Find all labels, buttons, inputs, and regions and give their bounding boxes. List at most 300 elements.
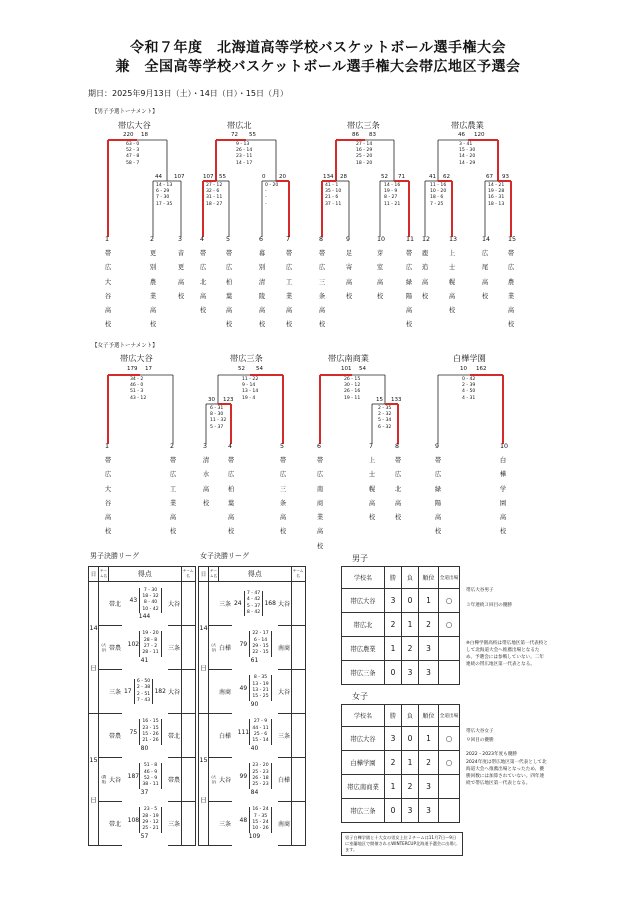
girls-top-score-a: 179 (127, 366, 138, 372)
quarter-score: 16 - 31 (488, 195, 505, 201)
boys-team-5: 帯広柏葉高校 (225, 250, 233, 329)
boys-team-7-no: 7 (286, 236, 291, 243)
league-quarters: 7 - 30 18 - 32 8 - 40 10 - 42 (139, 588, 161, 613)
standings-cell: 1 (385, 775, 402, 799)
girls-team-5: 帯広三条高校 (279, 457, 287, 536)
league-team-left: 帯北 (109, 802, 122, 846)
girls-sub-quarters (210, 406, 226, 431)
boys-team-9: 足寄高校 (345, 250, 353, 300)
boys-note-1: 帯広大谷男子 (466, 588, 494, 593)
league-score-cell (232, 802, 278, 846)
boys-sub-score-a: 52 (381, 174, 388, 180)
standings-cell: 帯広南商業 (342, 775, 385, 799)
league-quarters: 16 - 15 23 - 15 15 - 26 21 - 26 (139, 719, 161, 744)
footer-note: 男子白樺学園と十大女の男女上位２チームは11月7日～9日に室蘭地区で開催されるWINTERCUP北海道予選会に出場します。 (341, 832, 463, 856)
quarter-score: 2 - 39 (462, 383, 476, 389)
boys-team-4-no: 4 (200, 236, 205, 243)
girls-team-9-no: 9 (435, 443, 440, 450)
boys-team-8: 帯広三条高校 (318, 250, 326, 329)
quarter-score: 63 - 0 (126, 142, 140, 147)
league-tag (209, 670, 219, 714)
league-team-left: 白樺 (219, 626, 232, 670)
league-spacer (181, 626, 195, 670)
boys-team-9-no: 9 (346, 236, 351, 243)
girls-sub-score-a: 15 (376, 397, 383, 403)
league-spacer (181, 582, 195, 626)
league-tag (99, 582, 109, 626)
boys-winner-3: 帯広三条 (347, 120, 380, 130)
girls-top-score-a: 10 (460, 366, 467, 372)
standings-cell: ○ (439, 589, 460, 613)
girls-sub-score-b: 133 (391, 397, 402, 403)
boys-top-score-a: 46 (458, 132, 465, 138)
standings-head: 学校名 (342, 705, 385, 727)
league-score-left: 17 (123, 688, 132, 695)
standings-cell: 1 (419, 589, 439, 613)
quarter-score: 19 - 11 (344, 395, 361, 401)
league-score-right: 84 (250, 788, 259, 796)
boys-sub-quarters (265, 183, 278, 208)
quarter-score: 18 - 20 (356, 160, 373, 166)
girls-team-7: 上士幌高校 (368, 457, 376, 522)
standings-cell: 1 (419, 727, 439, 751)
boys-team-14-no: 14 (482, 236, 491, 243)
standings-cell: 3 (385, 727, 402, 751)
quarter-score: 5 - 37 (210, 424, 224, 430)
girls-winner-2: 帯広三条 (230, 353, 263, 363)
standings-cell: 3 (402, 661, 419, 685)
quarter-score: 30 - 12 (344, 383, 361, 389)
quarter-score: 52 - 3 (126, 148, 140, 154)
quarter-score: 3 - 41 (459, 142, 473, 147)
girls-team-6: 帯広南商業高校 (316, 457, 324, 550)
league-quarters: 27 - 9 44 - 11 25 - 6 15 - 14 (249, 719, 271, 744)
league-score-left: 79 (239, 640, 248, 648)
league-team-right: 大谷 (278, 670, 292, 714)
league-team-left: 大谷 (219, 758, 232, 802)
standings-head: 勝 (385, 567, 402, 589)
league-score-cell (122, 758, 168, 802)
quarter-score: 15 - 30 (459, 148, 476, 154)
standings-cell: 2 (419, 613, 439, 637)
girls-standings-label: 女子 (352, 692, 368, 701)
standings-cell: 3 (385, 589, 402, 613)
standings-cell: 2 (402, 637, 419, 661)
league-spacer (291, 670, 305, 714)
boys-sub-score-a: 107 (203, 174, 214, 180)
quarter-score: - (265, 195, 267, 201)
league-score-cell (122, 714, 168, 758)
girls-sub-score-b: 123 (223, 397, 234, 403)
quarter-score: 14 - 13 (156, 183, 173, 188)
league-score-right: 61 (250, 656, 259, 664)
girls-top-quarters (242, 377, 258, 402)
league-tag (99, 714, 109, 758)
quarter-score: 9 - 13 (236, 142, 250, 147)
boys-team-1: 帯広大谷高校 (104, 250, 112, 329)
boys-top-score-b: 120 (474, 132, 485, 138)
quarter-score: 27 - 12 (206, 183, 223, 188)
quarter-score: 2 - 35 (378, 406, 392, 411)
girls-winner-4: 白樺学園 (453, 353, 486, 363)
boys-winner-2: 帯広北 (227, 120, 252, 130)
league-score-cell (232, 582, 278, 626)
girls-team-1: 帯広大谷高校 (104, 457, 112, 536)
standings-cell: 3 (419, 637, 439, 661)
quarter-score: 0 - 42 (462, 377, 476, 382)
standings-cell: 0 (402, 727, 419, 751)
boys-team-3: 音更高校 (177, 250, 185, 300)
boys-top-score-b: 55 (249, 132, 256, 138)
boys-team-5-no: 5 (226, 236, 231, 243)
standings-cell: 2 (385, 751, 402, 775)
boys-sub-score-a: 134 (323, 174, 334, 180)
quarter-score: - (265, 201, 267, 207)
standings-cell: ○ (439, 613, 460, 637)
standings-cell: 白樺学園 (342, 751, 385, 775)
quarter-score: 10 - 20 (430, 189, 447, 195)
league-tag (209, 582, 219, 626)
standings-cell: 2 (419, 751, 439, 775)
league-quarters: 51 - 8 46 - 9 52 - 9 38 - 11 (139, 763, 161, 788)
girls-top-quarters (462, 377, 475, 402)
league-team-left: 三条 (109, 670, 122, 714)
league-team-right: 帯北 (168, 714, 182, 758)
quarter-score: 6 - 32 (378, 424, 392, 430)
quarter-score: 5 - 34 (378, 418, 392, 424)
quarter-score: 27 - 14 (356, 142, 373, 147)
boys-winner-1: 帯広大谷 (118, 120, 151, 130)
boys-sub-score-b: 93 (502, 174, 509, 180)
boys-sub-quarters (384, 183, 400, 208)
boys-top-score-b: 83 (369, 132, 376, 138)
quarter-score: 26 - 16 (344, 389, 361, 395)
league-team-right: 白樺 (278, 758, 292, 802)
league-team-right: 三条 (278, 714, 292, 758)
quarter-score: 26 - 15 (344, 377, 361, 382)
boys-team-13-no: 13 (449, 236, 458, 243)
league-score-cell (122, 670, 168, 714)
league-quarters: 23 - 20 25 - 23 26 - 18 25 - 23 (249, 763, 271, 788)
league-score-left: 24 (233, 600, 242, 608)
quarter-score: 18 - 27 (206, 201, 223, 207)
boys-top-score-a: 220 (123, 132, 134, 138)
league-score-left: 75 (129, 728, 138, 736)
boys-top-score-b: 18 (141, 132, 148, 138)
boys-top-quarters (356, 142, 372, 167)
girls-team-1-no: 1 (105, 443, 110, 450)
girls-team-3-no: 3 (203, 443, 208, 450)
girls-top-quarters (344, 377, 360, 402)
league-head-team: チーム名 (181, 567, 195, 582)
girls-team-5-no: 5 (280, 443, 285, 450)
boys-team-2: 更別農業高校 (149, 250, 157, 329)
boys-sub-score-a: 41 (429, 174, 436, 180)
league-quarters: 6 - 50 2 - 38 2 - 51 7 - 43 (134, 679, 153, 704)
league-score-left: 111 (237, 728, 250, 736)
event-period: 期日：2025年9月13日（土）・14日（日）・15日（月） (88, 89, 288, 98)
quarter-score: 32 - 6 (206, 189, 220, 195)
quarter-score: 46 - 0 (130, 383, 144, 389)
league-spacer (181, 670, 195, 714)
league-spacer (181, 714, 195, 758)
league-score-right: 90 (250, 700, 259, 708)
girls-top-score-a: 52 (238, 366, 245, 372)
quarter-score: 37 - 11 (325, 201, 342, 207)
standings-cell: 帯広大谷 (342, 727, 385, 751)
standings-cell (439, 775, 460, 799)
boys-team-1-no: 1 (105, 236, 110, 243)
league-team-left: 帯農 (109, 626, 122, 670)
boys-sub-score-b: 28 (340, 174, 347, 180)
standings-cell (439, 637, 460, 661)
league-score-right: 40 (250, 744, 259, 752)
quarter-score: 7 - 25 (430, 201, 444, 207)
quarter-score: 13 - 14 (242, 389, 259, 395)
league-score-left: 187 (127, 772, 140, 780)
boys-top-score-a: 86 (352, 132, 359, 138)
quarter-score: 9 - 14 (242, 383, 256, 389)
league-score-right: 80 (140, 744, 149, 752)
standings-cell: ○ (439, 751, 460, 775)
league-score-left: 99 (239, 772, 248, 780)
league-score-cell (122, 582, 168, 626)
girls-team-10-no: 10 (500, 443, 509, 450)
standings-cell: 帯広三条 (342, 799, 385, 823)
league-score-left: 108 (127, 816, 140, 824)
league-team-left: 三条 (219, 582, 232, 626)
standings-head: 全道出場 (439, 705, 460, 727)
league-day: 14 日 (199, 582, 209, 714)
girls-team-4: 帯広柏葉高校 (227, 457, 235, 536)
league-tag (99, 802, 109, 846)
league-score-cell (122, 802, 168, 846)
quarter-score: 41 - 1 (325, 183, 339, 188)
quarter-score: 8 - 27 (384, 195, 398, 201)
league-score-right: 168 (264, 600, 276, 608)
boys-team-6-no: 6 (259, 236, 264, 243)
standings-cell: 2 (402, 775, 419, 799)
league-spacer (181, 802, 195, 846)
quarter-score: 8 - 30 (210, 412, 224, 418)
boys-team-11-no: 11 (406, 236, 415, 243)
boys-team-14: 広尾高校 (481, 250, 489, 300)
league-day: 14 日 (89, 582, 99, 714)
standings-head: 負 (402, 705, 419, 727)
quarter-score: 11 - 16 (430, 183, 447, 188)
league-team-left: 帯北 (109, 582, 122, 626)
league-team-right: 南商 (278, 802, 292, 846)
league-head-day: 日 (89, 567, 99, 582)
quarter-score: 14 - 16 (384, 183, 401, 188)
quarter-score: 6 - 29 (156, 189, 170, 195)
boys-sub-score-b: 20 (279, 174, 286, 180)
standings-cell: 0 (385, 799, 402, 823)
girls-team-9: 帯広緑陽高校 (434, 457, 442, 536)
standings-cell: 3 (402, 799, 419, 823)
boys-team-2-no: 2 (150, 236, 155, 243)
girls-league-label: 女子決勝リーグ (200, 552, 249, 560)
standings-cell: 0 (385, 661, 402, 685)
quarter-score: 47 - 8 (126, 154, 140, 160)
quarter-score: 4 - 50 (462, 389, 476, 395)
boys-sub-score-a: 0 (262, 174, 266, 180)
league-score-right: 144 (138, 612, 151, 620)
quarter-score: 2 - 32 (378, 412, 392, 418)
league-tag (209, 714, 219, 758)
league-quarters: 8 - 35 13 - 19 13 - 21 15 - 25 (249, 675, 271, 700)
league-tag: (大谷) (209, 626, 219, 670)
league-score-left: 49 (239, 684, 248, 692)
quarter-score: 23 - 11 (236, 154, 253, 160)
league-score-left: 48 (239, 816, 248, 824)
boys-team-15: 帯広農業高校 (507, 250, 515, 329)
league-team-left: 南商 (219, 670, 232, 714)
boys-team-8-no: 8 (319, 236, 324, 243)
quarter-score: 14 - 20 (459, 154, 476, 160)
boys-winner-4: 帯広農業 (451, 120, 484, 130)
league-team-right: 三条 (168, 802, 182, 846)
boys-standings-label: 男子 (352, 554, 368, 563)
boys-sub-quarters (206, 183, 222, 208)
league-score-right: 37 (140, 788, 149, 796)
quarter-score: 11 - 21 (384, 201, 401, 207)
girls-top-quarters (130, 377, 146, 402)
girls-top-score-b: 54 (359, 366, 366, 372)
league-quarters: 23 - 5 28 - 19 29 - 12 25 - 21 (139, 807, 161, 832)
league-score-right: 57 (140, 832, 149, 840)
quarter-score: 18 - 13 (488, 201, 505, 207)
league-quarters: 7 - 47 4 - 42 5 - 37 8 - 42 (244, 591, 263, 616)
quarter-score: 51 - 3 (130, 389, 144, 395)
league-score-right: 41 (140, 656, 149, 664)
girls-team-7-no: 7 (369, 443, 374, 450)
league-team-right: 大谷 (168, 582, 182, 626)
quarter-score: 14 - 29 (459, 160, 476, 166)
league-head-team: チーム名 (209, 567, 219, 582)
girls-note-1: 帯広大谷女子 (466, 729, 494, 734)
girls-note-4: 2024年度は帯広地区第一代表として北海道大会へ推薦出場となったため、優勝回数には加算されていない。四年連続で帯広地区第一代表となる。 (466, 760, 547, 786)
standings-cell: 0 (402, 589, 419, 613)
league-spacer (291, 582, 305, 626)
boys-team-7: 帯広工業高校 (285, 250, 293, 329)
boys-team-3-no: 3 (178, 236, 183, 243)
boys-sub-score-a: 67 (486, 174, 493, 180)
league-head-score: 得点 (219, 567, 292, 582)
girls-note-3: 2022・2023年度も優勝 (466, 752, 517, 757)
league-score-cell (232, 626, 278, 670)
girls-note-2: ９回目の優勝 (466, 738, 494, 743)
girls-team-6-no: 6 (317, 443, 322, 450)
quarter-score: 35 - 10 (325, 189, 342, 195)
standings-cell: 帯広大谷 (342, 589, 385, 613)
league-score-left: 43 (129, 596, 138, 604)
league-team-right: 大谷 (278, 582, 292, 626)
standings-cell: 1 (402, 613, 419, 637)
quarter-score: 21 - 6 (325, 195, 339, 201)
quarter-score: 19 - 28 (488, 189, 505, 195)
league-head-team: チーム名 (291, 567, 305, 582)
boys-sub-score-b: 107 (174, 174, 185, 180)
boys-team-10: 芽室高校 (376, 250, 384, 300)
boys-note-2: ３年連続３回目の優勝 (466, 603, 512, 608)
boys-sub-quarters (488, 183, 504, 208)
quarter-score: 31 - 11 (206, 195, 223, 201)
standings-cell: 帯広北 (342, 613, 385, 637)
league-tag (99, 670, 109, 714)
title-line-1: 令和７年度 北海道高等学校バスケットボール選手権大会 (129, 40, 507, 56)
girls-league-table (198, 566, 306, 846)
girls-sub-quarters (378, 406, 391, 431)
quarter-score: 7 - 30 (156, 195, 170, 201)
boys-top-score-a: 72 (231, 132, 238, 138)
boys-league-label: 男子決勝リーグ (90, 552, 139, 560)
standings-cell: 2 (385, 613, 402, 637)
quarter-score: 16 - 29 (356, 148, 373, 154)
standings-head: 負 (402, 567, 419, 589)
quarter-score: 14 - 17 (236, 160, 253, 166)
standings-cell (439, 799, 460, 823)
title-line-2: 兼 全国高等学校バスケットボール選手権大会帯広地区予選会 (115, 59, 521, 75)
standings-cell (439, 661, 460, 685)
quarter-score: 34 - 2 (130, 377, 144, 382)
quarter-score: 4 - 31 (462, 395, 476, 401)
league-score-cell (232, 714, 278, 758)
boys-team-15-no: 15 (508, 236, 517, 243)
standings-head: 学校名 (342, 567, 385, 589)
quarter-score: 19 - 4 (242, 395, 256, 401)
boys-sub-quarters (430, 183, 446, 208)
league-quarters: 22 - 17 6 - 14 29 - 15 22 - 15 (249, 631, 271, 656)
boys-sub-score-b: 71 (398, 174, 405, 180)
league-team-left: 三条 (219, 802, 232, 846)
league-spacer (291, 626, 305, 670)
girls-top-score-a: 101 (341, 366, 352, 372)
league-score-cell (122, 626, 168, 670)
standings-cell: ○ (439, 727, 460, 751)
league-quarters: 19 - 20 28 - 8 27 - 2 28 - 11 (139, 631, 161, 656)
girls-top-score-b: 54 (256, 366, 263, 372)
league-score-right: 109 (248, 832, 261, 840)
girls-team-8-no: 8 (395, 443, 400, 450)
boys-sub-score-b: 62 (443, 174, 450, 180)
girls-standings-table (341, 704, 460, 823)
boys-league-table (88, 566, 196, 846)
league-tag: (農業) (99, 758, 109, 802)
boys-team-12-no: 12 (422, 236, 431, 243)
girls-team-2-no: 2 (170, 443, 175, 450)
league-head-score: 得点 (109, 567, 182, 582)
standings-cell: 1 (385, 637, 402, 661)
boys-team-4: 帯広北高校 (199, 250, 207, 315)
quarter-score: 17 - 35 (156, 201, 173, 207)
league-tag: (大谷) (209, 758, 219, 802)
boys-note-3: ※白樺学園高校は帯広地区第一代表校として北海道大会へ推薦出場となるため、予選会には参戦していない。二年連続の帯広地区第一代表となる。 (466, 641, 548, 667)
quarter-score: 18 - 6 (430, 195, 444, 201)
boys-sub-score-a: 44 (155, 174, 162, 180)
quarter-score: 0 - 20 (265, 183, 279, 188)
quarter-score: 11 - 22 (242, 377, 259, 382)
girls-top-score-b: 162 (476, 366, 487, 372)
league-day: 15 日 (89, 714, 99, 846)
boys-standings-table (341, 566, 460, 685)
girls-team-8: 帯広北高校 (394, 457, 402, 522)
boys-sub-quarters (325, 183, 341, 208)
quarter-score: 11 - 32 (210, 418, 227, 424)
girls-top-score-b: 17 (145, 366, 152, 372)
girls-team-3: 清水高校 (202, 457, 210, 507)
league-head-day: 日 (199, 567, 209, 582)
